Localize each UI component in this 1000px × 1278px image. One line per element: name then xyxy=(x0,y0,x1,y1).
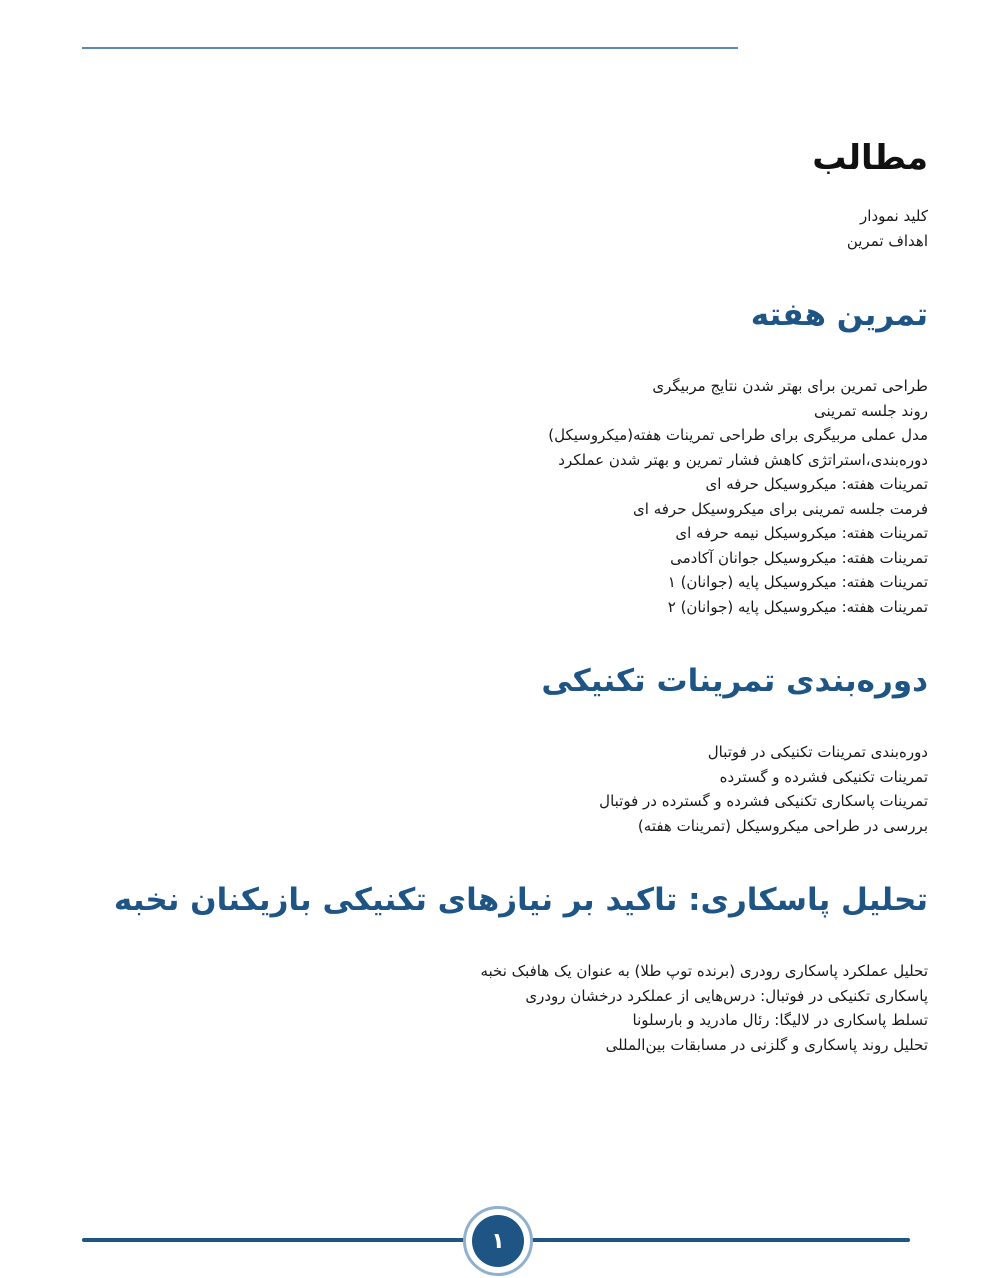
list-item[interactable]: تسلط پاسکاری در لالیگا: رئال مادرید و بارسلونا xyxy=(632,1011,928,1029)
list-item[interactable]: تمرینات هفته: میکروسیکل پایه (جوانان) ۲ xyxy=(667,597,928,616)
list-item[interactable]: دوره‌بندی تمرینات تکنیکی در فوتبال xyxy=(707,743,928,761)
section-list-weekly-training xyxy=(548,374,928,619)
toc-item[interactable]: اهداف تمرین xyxy=(846,231,928,250)
list-item[interactable]: طراحی تمرین برای بهتر شدن نتایج مربیگری xyxy=(652,377,928,395)
page-number-badge xyxy=(463,1206,533,1276)
list-item[interactable]: مدل عملی مربیگری برای طراحی تمرینات هفته(میکروسیکل) xyxy=(548,426,928,444)
section-list-technical-periodization xyxy=(599,740,928,838)
list-item[interactable]: دوره‌بندی،استراتژی کاهش فشار تمرین و بهتر شدن عملکرد xyxy=(558,450,928,469)
list-item[interactable]: روند جلسه تمرینی xyxy=(813,401,928,420)
section-title-technical-periodization: دوره‌بندی تمرینات تکنیکی xyxy=(541,663,928,699)
toc-title: مطالب xyxy=(812,138,928,178)
list-item[interactable]: تمرینات پاسکاری تکنیکی فشرده و گسترده در فوتبال xyxy=(599,792,928,810)
page-number: ۱ xyxy=(472,1215,524,1267)
list-item[interactable]: تمرینات هفته: میکروسیکل حرفه ای xyxy=(705,475,928,493)
toc-item[interactable]: کلید نمودار xyxy=(860,207,928,225)
toc-list xyxy=(847,204,928,253)
list-item[interactable]: تمرینات تکنیکی فشرده و گسترده xyxy=(719,767,928,786)
section-list-passing-analysis xyxy=(480,959,928,1057)
section-title-weekly-training: تمرین هفته xyxy=(750,297,928,333)
list-item[interactable]: بررسی در طراحی میکروسیکل (تمرینات هفته) xyxy=(637,816,928,835)
list-item[interactable]: تمرینات هفته: میکروسیکل پایه (جوانان) ۱ xyxy=(667,573,928,591)
list-item[interactable]: تحلیل عملکرد پاسکاری رودری (برنده توپ طلا) به عنوان یک هافبک نخبه xyxy=(480,962,928,980)
section-title-passing-analysis: تحلیل پاسکاری: تاکید بر نیازهای تکنیکی بازیکنان نخبه xyxy=(113,882,928,918)
list-item[interactable]: فرمت جلسه تمرینی برای میکروسیکل حرفه ای xyxy=(633,499,928,518)
list-item[interactable]: تحلیل روند پاسکاری و گلزنی در مسابقات بین‌المللی xyxy=(605,1035,928,1054)
list-item[interactable]: تمرینات هفته: میکروسیکل نیمه حرفه ای xyxy=(675,524,928,542)
top-rule xyxy=(82,47,738,49)
list-item[interactable]: تمرینات هفته: میکروسیکل جوانان آکادمی xyxy=(670,548,928,567)
list-item[interactable]: پاسکاری تکنیکی در فوتبال: درس‌هایی از عملکرد درخشان رودری xyxy=(525,986,928,1005)
